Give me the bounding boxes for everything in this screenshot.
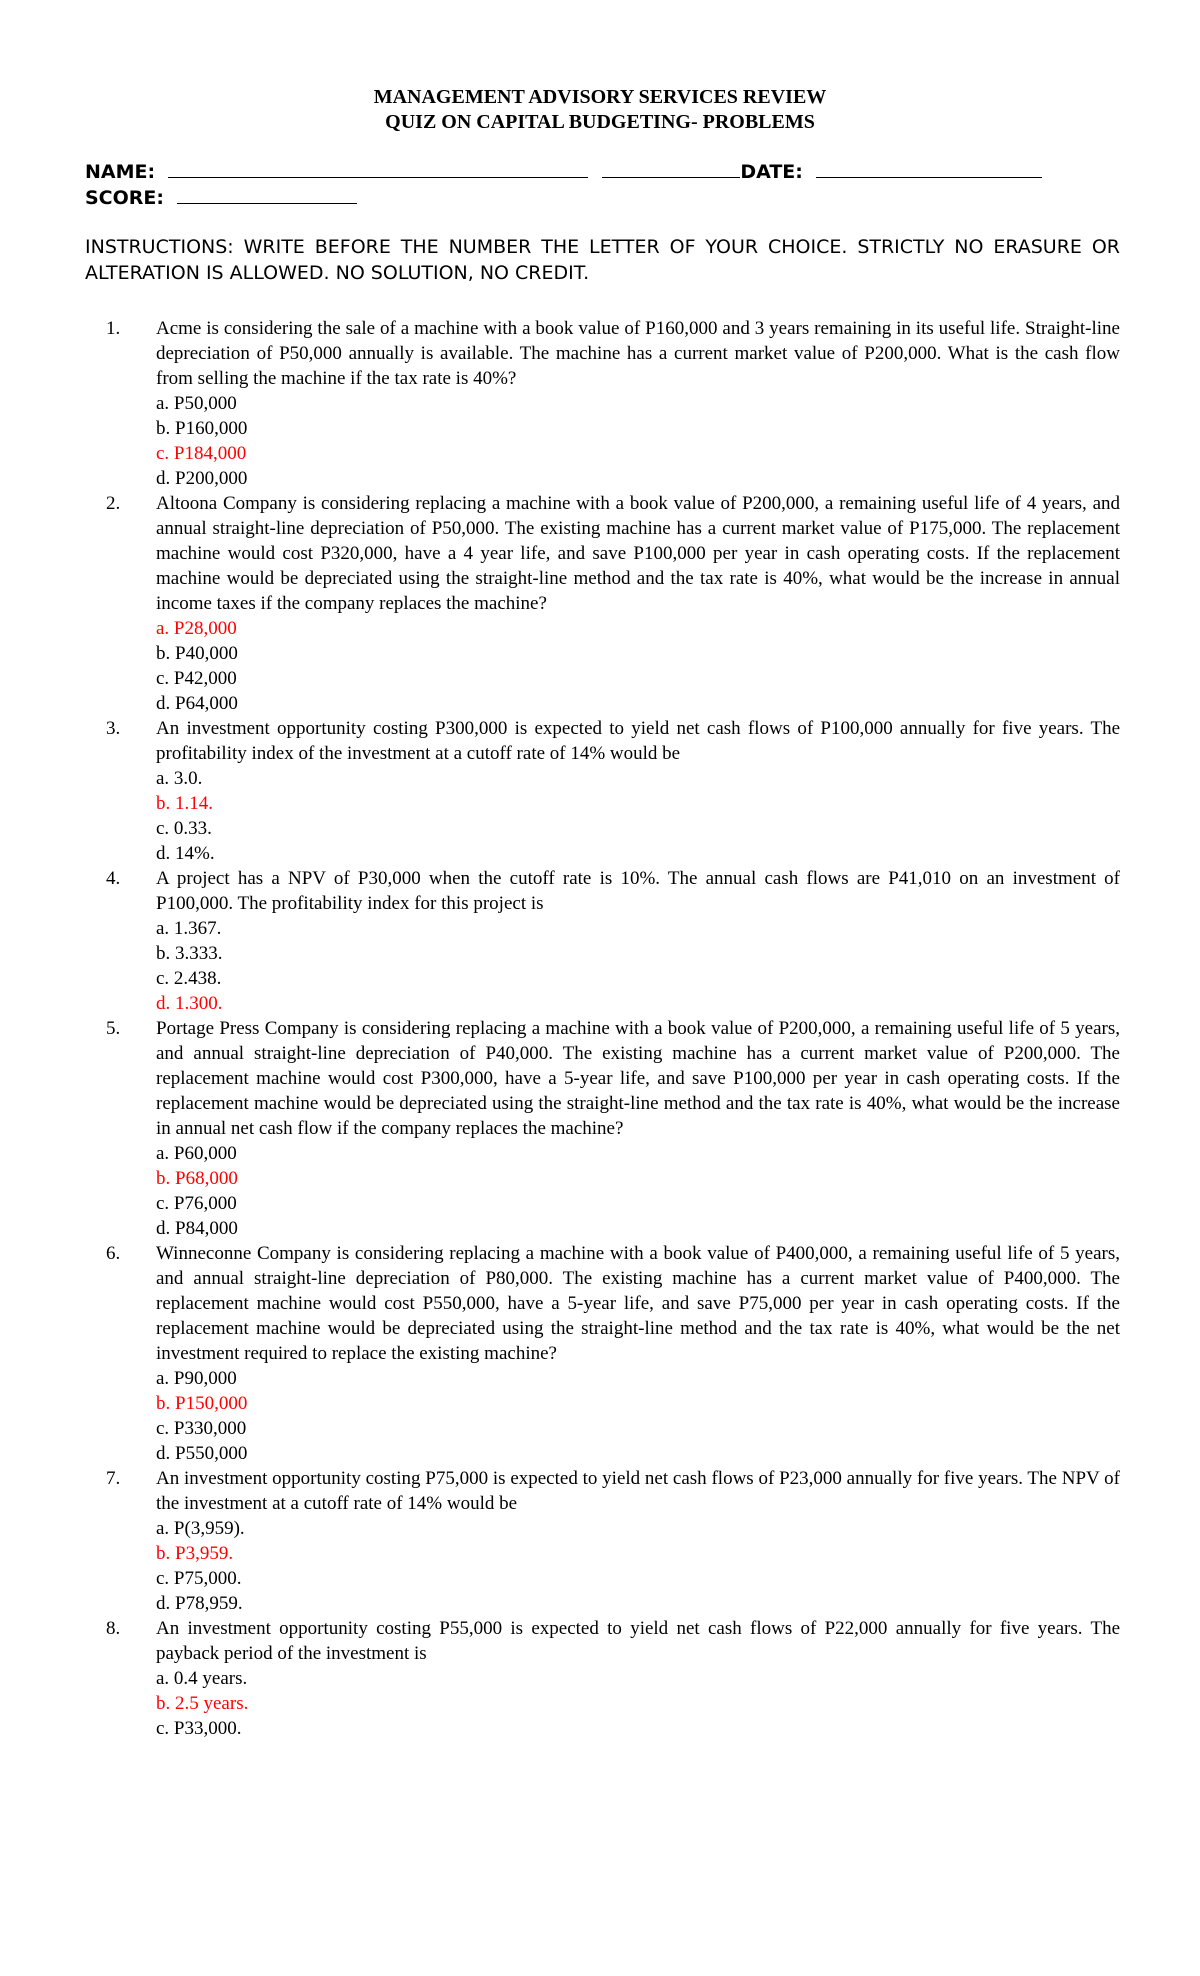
- question-list: [0, 316, 1200, 1741]
- question-text: An investment opportunity costing P55,000 is expected to yield net cash flows of P22,000 annually for five years. The payback period of the investment is: [156, 1618, 1120, 1664]
- question-text: An investment opportunity costing P75,000 is expected to yield net cash flows of P23,000 annually for five years. The NPV of the investment at a cutoff rate of 14% would be: [156, 1468, 1120, 1514]
- question-number: 5.: [106, 1018, 121, 1039]
- answer-option: a. P90,000: [156, 1368, 237, 1389]
- score-label: SCORE:: [85, 187, 164, 209]
- question-item: [0, 1241, 1200, 1466]
- question-number: 4.: [106, 868, 121, 889]
- answer-option: d. P64,000: [156, 693, 238, 714]
- date-label: DATE:: [740, 161, 803, 183]
- instructions: INSTRUCTIONS: WRITE BEFORE THE NUMBER THE LETTER OF YOUR CHOICE. STRICTLY NO ERASURE OR ALTERATION IS ALLOWED. NO SOLUTION, NO CREDIT.: [85, 236, 1120, 284]
- answer-option-correct: b. 2.5 years.: [156, 1693, 249, 1714]
- question-text: Portage Press Company is considering replacing a machine with a book value of P200,000, a remaining useful life of 5 years, and annual straight-line depreciation of P40,000. The existing machine has a current market value of P200,000. The replacement machine would cost P300,000, have a 5-year life, and save P100,000 per year in cash operating costs. If the replacement machine would be depreciated using the straight-line method and the tax rate is 40%, what would be the increase in annual net cash flow if the company replaces the machine?: [156, 1018, 1120, 1139]
- answer-option: a. 0.4 years.: [156, 1668, 248, 1689]
- question-text: Altoona Company is considering replacing a machine with a book value of P200,000, a remaining useful life of 4 years, and annual straight-line depreciation of P50,000. The existing machine has a current market value of P175,000. The replacement machine would cost P320,000, have a 4 year life, and save P100,000 per year in cash operating costs. If the replacement machine would be depreciated using the straight-line method and the tax rate is 40%, what would be the increase in annual income taxes if the company replaces the machine?: [156, 493, 1120, 614]
- document-title: MANAGEMENT ADVISORY SERVICES REVIEW: [373, 86, 827, 108]
- answer-option: d. 14%.: [156, 843, 215, 864]
- answer-option: c. P33,000.: [156, 1718, 242, 1739]
- question-text: An investment opportunity costing P300,000 is expected to yield net cash flows of P100,000 annually for five years. The profitability index of the investment at a cutoff rate of 14% would be: [156, 718, 1120, 764]
- question-item: [0, 716, 1200, 866]
- answer-option-correct: c. P184,000: [156, 443, 247, 464]
- answer-option: b. P40,000: [156, 643, 238, 664]
- question-text: A project has a NPV of P30,000 when the cutoff rate is 10%. The annual cash flows are P41,010 on an investment of P100,000. The profitability index for this project is: [156, 868, 1120, 914]
- name-field[interactable]: [168, 159, 588, 178]
- answer-option-correct: b. P68,000: [156, 1168, 238, 1189]
- answer-option: c. P42,000: [156, 668, 237, 689]
- answer-option: c. P75,000.: [156, 1568, 242, 1589]
- answer-option: a. P50,000: [156, 393, 237, 414]
- answer-option: b. 3.333.: [156, 943, 223, 964]
- answer-option: c. 0.33.: [156, 818, 212, 839]
- name-field-extension: [602, 159, 740, 178]
- score-field[interactable]: [177, 185, 357, 204]
- question-item: [0, 1016, 1200, 1241]
- question-number: 2.: [106, 493, 121, 514]
- document-subtitle: QUIZ ON CAPITAL BUDGETING- PROBLEMS: [385, 111, 815, 133]
- name-label: NAME:: [85, 161, 156, 183]
- question-number: 3.: [106, 718, 121, 739]
- question-text: Acme is considering the sale of a machine with a book value of P160,000 and 3 years remaining in its useful life. Straight-line depreciation of P50,000 annually is available. The machine has a current market value of P200,000. What is the cash flow from selling the machine if the tax rate is 40%?: [156, 318, 1120, 389]
- question-item: [0, 1466, 1200, 1616]
- question-item: [0, 491, 1200, 716]
- question-item: [0, 1616, 1200, 1741]
- question-number: 7.: [106, 1468, 121, 1489]
- question-item: [0, 316, 1200, 491]
- answer-option: d. P550,000: [156, 1443, 248, 1464]
- question-number: 6.: [106, 1243, 121, 1264]
- answer-option-correct: a. P28,000: [156, 618, 237, 639]
- name-date-line: [85, 159, 1042, 183]
- answer-option: d. P200,000: [156, 468, 248, 489]
- answer-option: c. 2.438.: [156, 968, 222, 989]
- answer-option: d. P78,959.: [156, 1593, 243, 1614]
- score-line: [85, 185, 357, 209]
- answer-option: c. P76,000: [156, 1193, 237, 1214]
- answer-option-correct: b. P150,000: [156, 1393, 248, 1414]
- answer-option: a. P60,000: [156, 1143, 237, 1164]
- answer-option-correct: b. P3,959.: [156, 1543, 234, 1564]
- answer-option-correct: b. 1.14.: [156, 793, 213, 814]
- answer-option: a. 3.0.: [156, 768, 203, 789]
- question-number: 1.: [106, 318, 121, 339]
- question-item: [0, 866, 1200, 1016]
- answer-option: b. P160,000: [156, 418, 248, 439]
- answer-option-correct: d. 1.300.: [156, 993, 223, 1014]
- answer-option: d. P84,000: [156, 1218, 238, 1239]
- question-number: 8.: [106, 1618, 121, 1639]
- answer-option: a. P(3,959).: [156, 1518, 245, 1539]
- date-field[interactable]: [816, 159, 1042, 178]
- answer-option: a. 1.367.: [156, 918, 222, 939]
- answer-option: c. P330,000: [156, 1418, 247, 1439]
- question-text: Winneconne Company is considering replacing a machine with a book value of P400,000, a remaining useful life of 5 years, and annual straight-line depreciation of P80,000. The existing machine has a current market value of P400,000. The replacement machine would cost P550,000, have a 5-year life, and save P75,000 per year in cash operating costs. If the replacement machine would be depreciated using the straight-line method and the tax rate is 40%, what would be the net investment required to replace the existing machine?: [156, 1243, 1120, 1364]
